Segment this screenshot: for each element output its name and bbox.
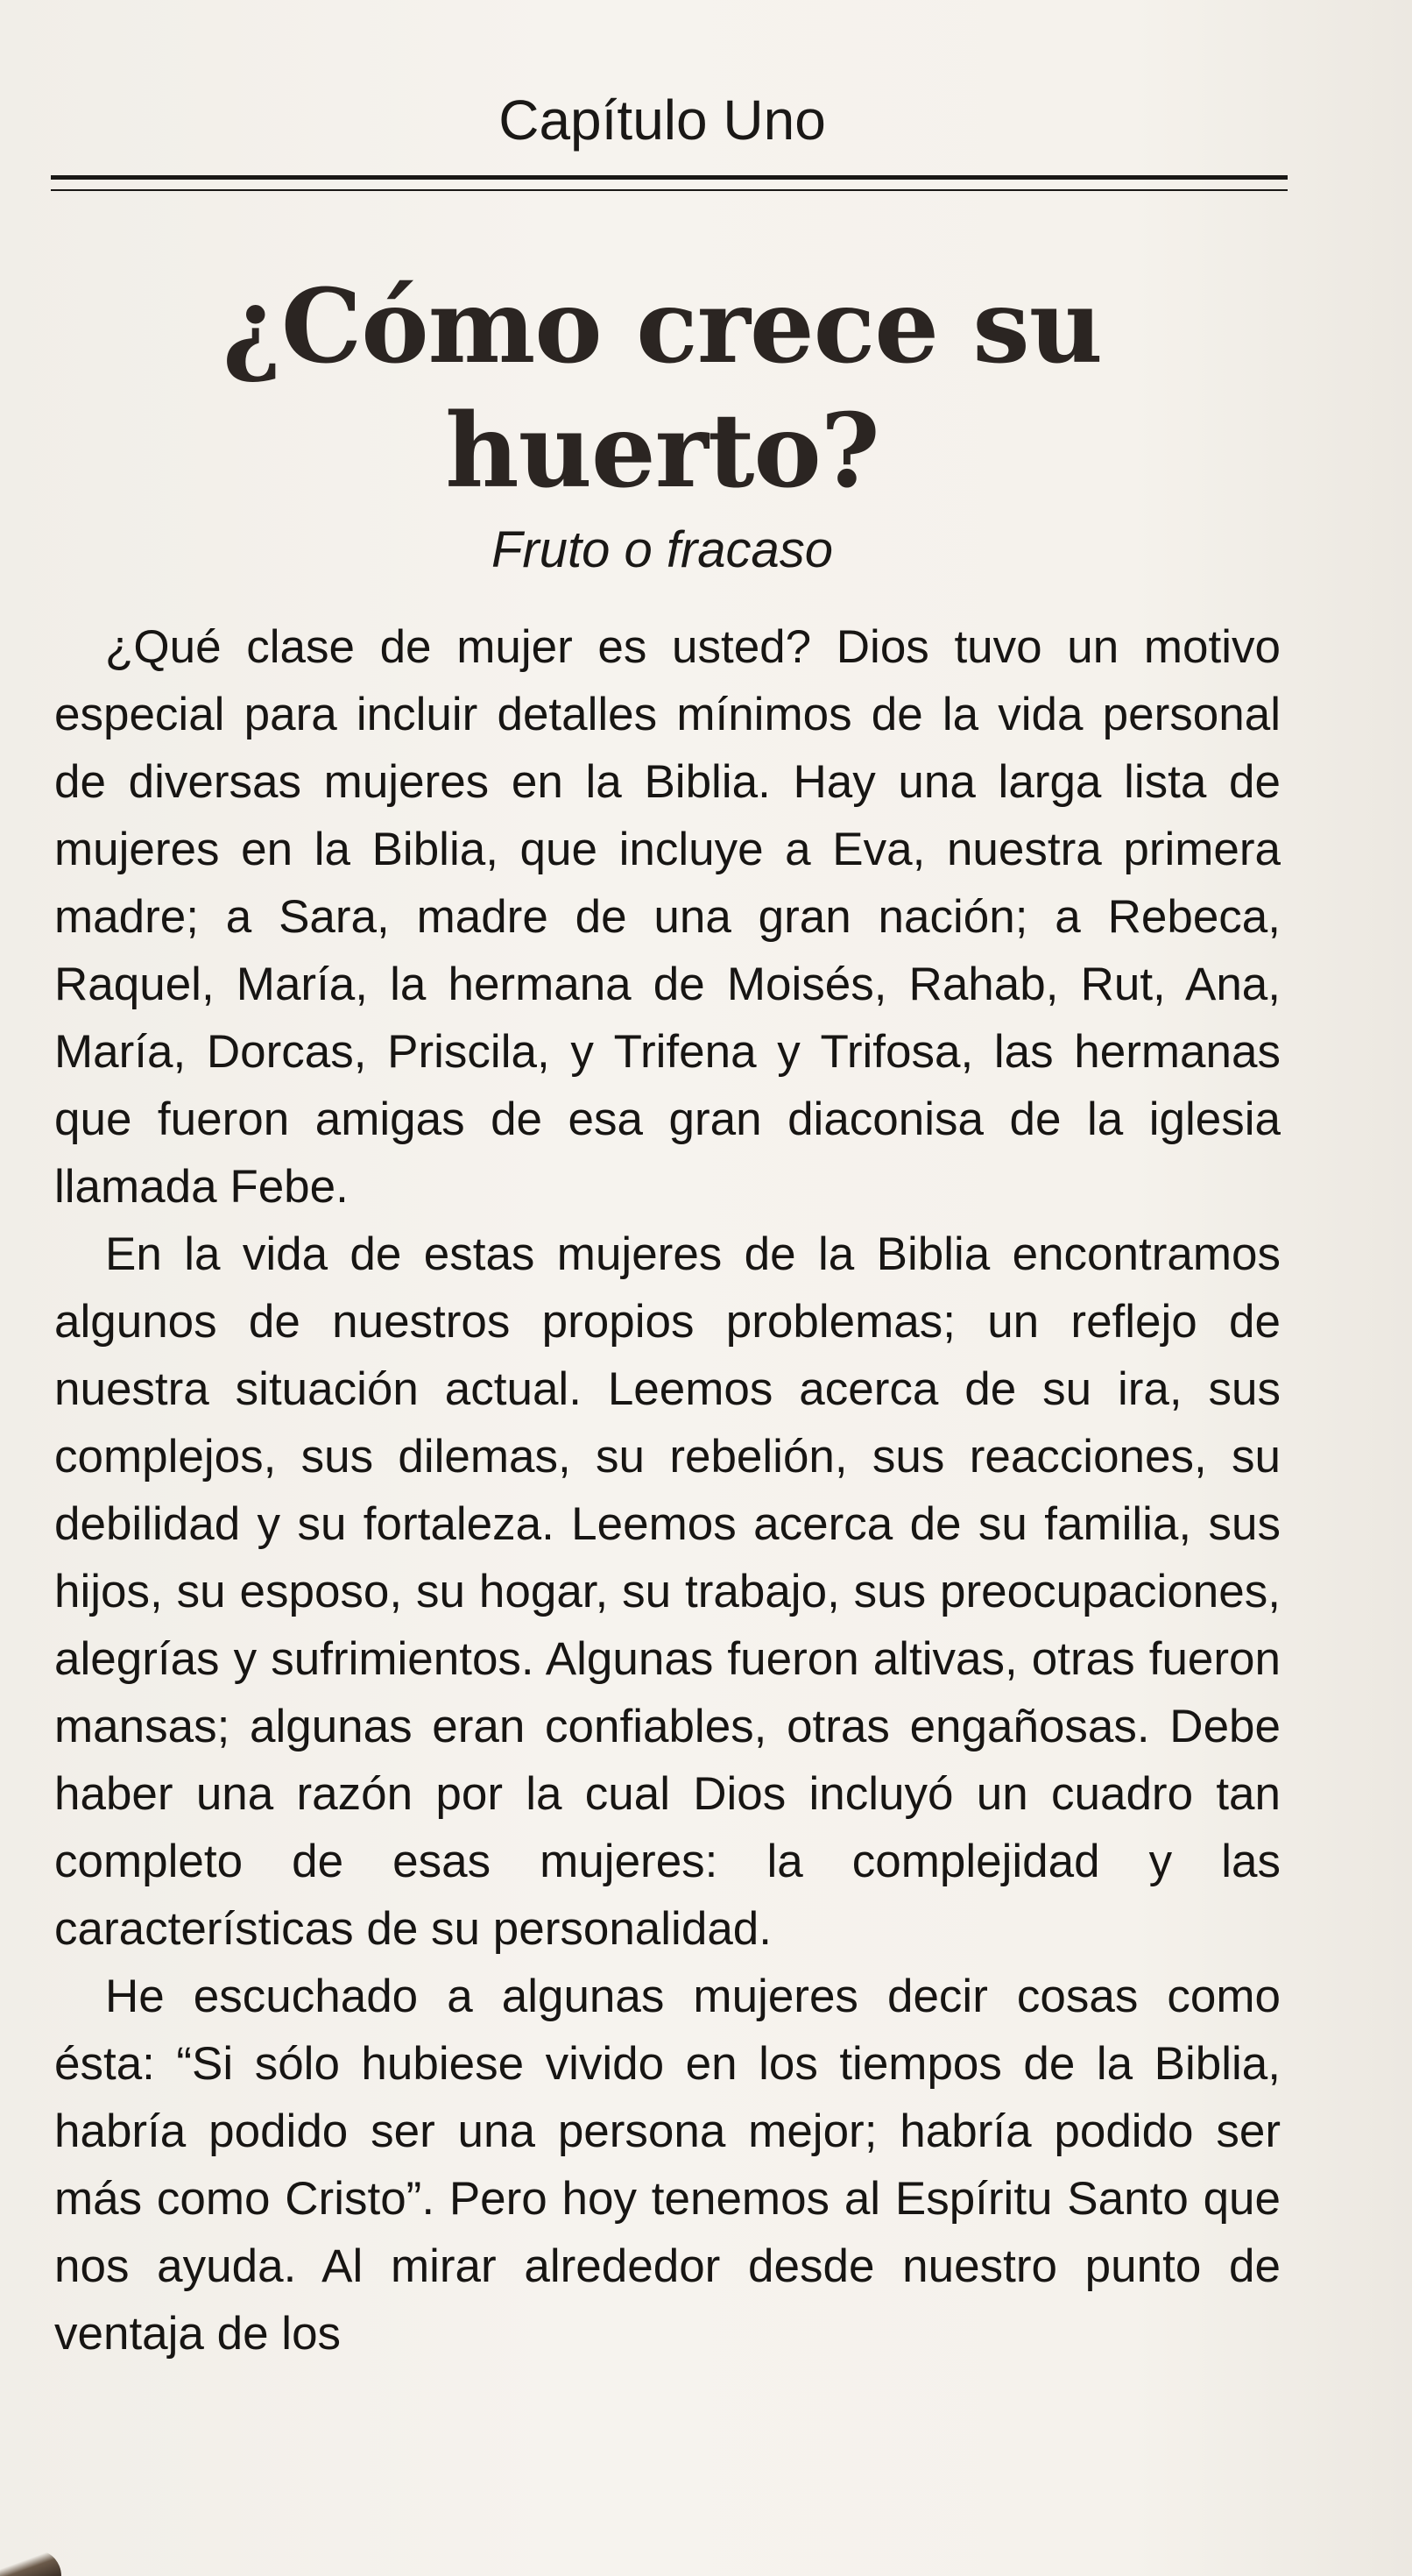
paragraph-2: En la vida de estas mujeres de la Biblia encontramos algunos de nuestros propios problemas; un reflejo de nuestra situación actual. Leemos acerca de su ira, sus complejos, sus dilemas, su rebelión, sus reacciones, su debilidad y su fortaleza. Leemos acerca de su familia, sus hijos, su esposo, su hogar, su trabajo, sus preocupaciones, alegrías y sufrimientos. Algunas fueron altivas, otras fueron mansas; algunas eran confiables, otras engañosas. Debe haber una razón por la cual Dios incluyó un cuadro tan completo de esas mujeres: la complejidad y las características de su personalidad. [54,1228,1281,1955]
header-rule-thick [51,175,1288,180]
chapter-title-line-2: huerto? [445,392,879,511]
chapter-title [0,265,1324,513]
paragraph-1: ¿Qué clase de mujer es usted? Dios tuvo un motivo especial para incluir detalles mínimos de la vida personal de diversas mujeres en la Biblia. Hay una larga lista de mujeres en la Biblia, que incluye a Eva, nuestra primera madre; a Sara, madre de una gran nación; a Rebeca, Raquel, María, la hermana de Moisés, Rahab, Rut, Ana, María, Dorcas, Priscila, y Trifena y Trifosa, las hermanas que fueron amigas de esa gran diaconisa de la iglesia llamada Febe. [54,621,1281,1213]
header-rule-thin [51,189,1288,191]
paragraph-3: He escuchado a algunas mujeres decir cosas como ésta: “Si sólo hubiese vivido en los tiempos de la Biblia, habría podido ser una persona mejor; habría podido ser más como Cristo”. Pero hoy tenemos al Espíritu Santo que nos ayuda. Al mirar alrededor desde nuestro punto de ventaja de los [54,1971,1281,2360]
chapter-subtitle: Fruto o fracaso [491,521,834,578]
chapter-label: Capítulo Uno [498,88,826,152]
chapter-title-line-1: ¿Cómo crece su [222,267,1103,386]
body-text [54,613,1281,2367]
page-corner-shadow [0,2550,61,2576]
